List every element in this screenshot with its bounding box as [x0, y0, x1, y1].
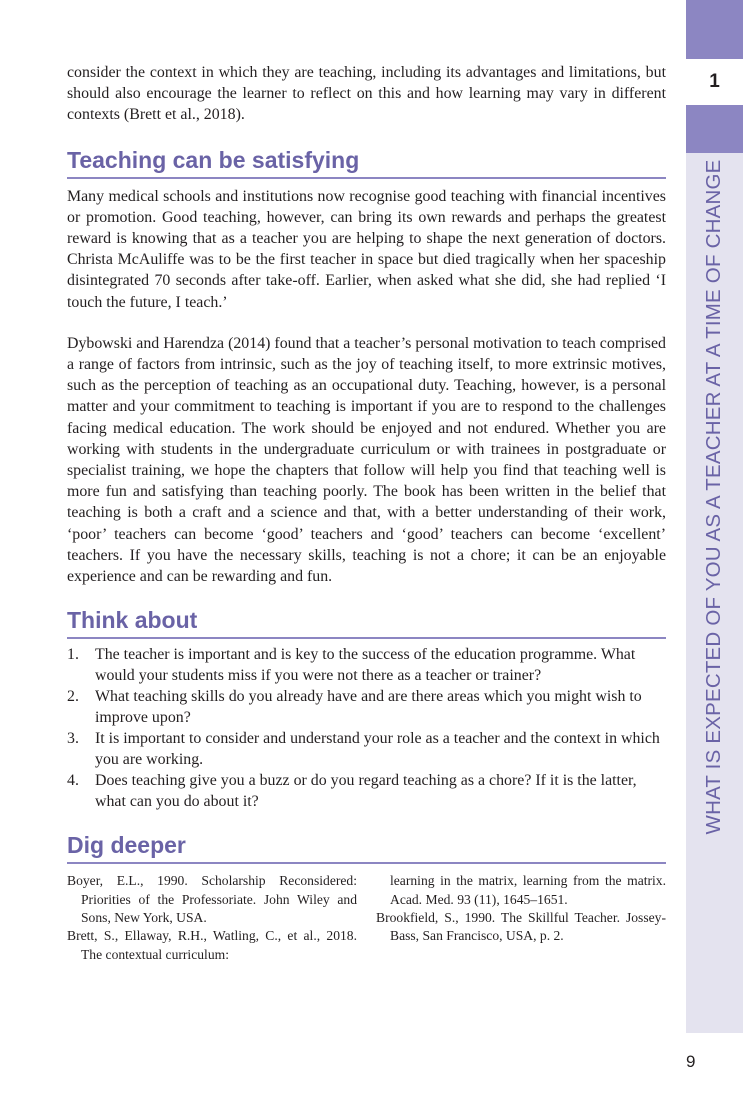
intro-paragraph: consider the context in which they are teaching, including its advantages and limitations, but should also encourage the learner to reflect on this and how learning may vary in different contexts (Brett et al., 2018). — [67, 64, 666, 124]
list-text: It is important to consider and understand your role as a teacher and the context in which you are working. — [95, 730, 660, 769]
list-text: The teacher is important and is key to the success of the education programme. What would your students miss if you were not there as a teacher or trainer? — [95, 646, 636, 685]
heading-think-about: Think about — [67, 607, 666, 639]
list-number: 1. — [67, 646, 79, 664]
chapter-title-vertical: WHAT IS EXPECTED OF YOU AS A TEACHER AT A TIME OF CHANGE — [702, 159, 725, 835]
paragraph-satisfying-1: Many medical schools and institutions now recognise good teaching with financial incentives or promotion. Good teaching, however, can bring its own rewards and perhaps the greatest reward is knowing that as a teacher you are helping to shape the next generation of doctors. Christa McAuliffe was to be the first teacher in space but died tragically when her spaceship disintegrated 70 seconds after take-off. Earlier, when asked what she did, she had replied ‘I touch the future, I teach.’ — [67, 187, 666, 311]
chapter-number: 1 — [686, 59, 743, 105]
reference-boyer: Boyer, E.L., 1990. Scholarship Reconsidered: Priorities of the Professoriate. John Wiley and Sons, New York, USA. — [67, 873, 357, 926]
list-item — [67, 686, 666, 728]
page-number: 9 — [686, 1052, 696, 1071]
chapter-tab-strip — [686, 105, 743, 153]
heading-teaching-satisfying: Teaching can be satisfying — [67, 147, 666, 179]
think-about-list — [67, 644, 666, 812]
list-number: 2. — [67, 688, 79, 706]
heading-dig-deeper: Dig deeper — [67, 832, 666, 864]
references — [67, 872, 666, 964]
list-number: 4. — [67, 772, 79, 790]
list-item — [67, 728, 666, 770]
list-number: 3. — [67, 730, 79, 748]
paragraph-satisfying-2: Dybowski and Harendza (2014) found that a teacher’s personal motivation to teach comprised a range of factors from intrinsic, such as the joy of teaching itself, to more extrinsic motives, such as the perception of teaching as an occupational duty. Teaching, however, is a personal matter and your commitment to teaching is important if you are to respond to the challenges facing medical education. The work should be enjoyed and not endured. Whether you are working with students in the undergraduate curriculum or with trainees in postgraduate or specialist training, we hope the chapters that follow will help you find that teaching well is more fun and satisfying than teaching poorly. The book has been written in the belief that teaching is both a craft and a science and that, with a better understanding of their work, ‘poor’ teachers can become ‘good’ teachers and ‘good’ teachers can become ‘excellent’ teachers. If you have the necessary skills, teaching is not a chore; it can be an enjoyable experience and can be rewarding and fun. — [67, 334, 666, 586]
reference-brett-continued: learning in the matrix, learning from the matrix. Acad. Med. 93 (11), 1645–1651. — [390, 873, 666, 907]
list-item — [67, 770, 666, 812]
list-item — [67, 644, 666, 686]
references-left-column — [67, 872, 357, 964]
reference-brett: Brett, S., Ellaway, R.H., Watling, C., et al., 2018. The contextual curriculum: — [67, 928, 357, 962]
list-text: What teaching skills do you already have and are there areas which you might wish to improve upon? — [95, 688, 642, 727]
chapter-tab-top — [686, 0, 743, 59]
reference-brookfield: Brookfield, S., 1990. The Skillful Teacher. Jossey-Bass, San Francisco, USA, p. 2. — [376, 910, 666, 944]
references-right-column — [376, 872, 666, 964]
page-body — [67, 62, 666, 964]
list-text: Does teaching give you a buzz or do you regard teaching as a chore? If it is the latter, what can you do about it? — [95, 772, 637, 811]
